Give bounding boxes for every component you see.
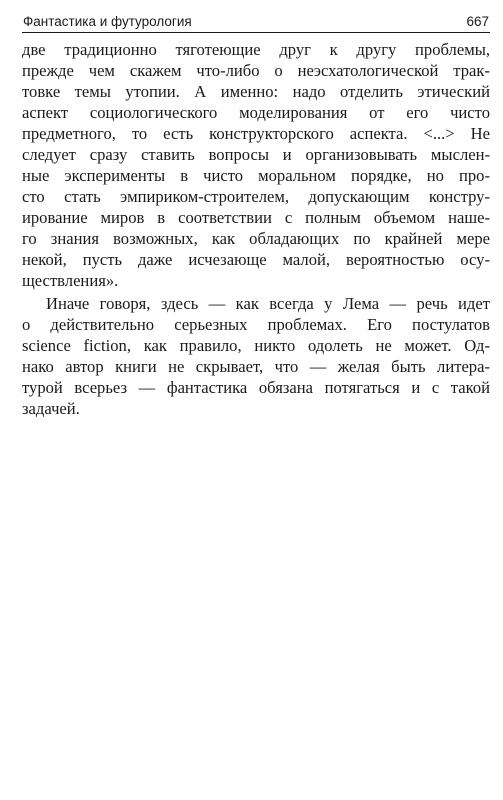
text-line: следует сразу ставить вопросы и организовывать мыслен- <box>22 145 490 164</box>
text-line: ществления». <box>22 271 119 290</box>
text-line: Иначе говоря, здесь — как всегда у Лема — речь идет <box>46 294 490 313</box>
text-line: ные эксперименты в чисто моральном порядке, но про- <box>22 166 490 185</box>
text-line: две традиционно тяготеющие друг к другу проблемы, <box>22 40 490 59</box>
text-line: science fiction, как правило, никто одолеть не может. Од- <box>22 336 490 355</box>
text-line: некой, пусть даже исчезающе малой, вероятностью осу- <box>22 250 490 269</box>
body-text <box>22 39 490 419</box>
text-line: турой всерьез — фантастика обязана потягаться и с такой <box>22 378 490 397</box>
section-title: Фантастика и футурология <box>23 14 192 29</box>
text-line: о действительно серьезных проблемах. Его постулатов <box>22 315 490 334</box>
text-line: предметного, то есть конструкторского аспекта. <...> Не <box>22 124 490 143</box>
paragraph-1 <box>22 39 490 291</box>
text-line: товке темы утопии. А именно: надо отделить этический <box>22 82 490 101</box>
page-number: 667 <box>466 14 489 29</box>
text-line: ирование миров в соответствии с полным объемом наше- <box>22 208 490 227</box>
text-line: сто стать эмпириком-строителем, допускающим констру- <box>22 187 490 206</box>
text-line: аспект социологического моделирования от его чисто <box>22 103 490 122</box>
paragraph-2 <box>22 293 490 419</box>
text-line: нако автор книги не скрывает, что — желая быть литера- <box>22 357 490 376</box>
text-line: задачей. <box>22 399 80 418</box>
book-page <box>22 14 490 419</box>
text-line: прежде чем скажем что-либо о неэсхатологической трак- <box>22 61 490 80</box>
running-header <box>22 14 490 33</box>
text-line: го знания возможных, как обладающих по крайней мере <box>22 229 490 248</box>
